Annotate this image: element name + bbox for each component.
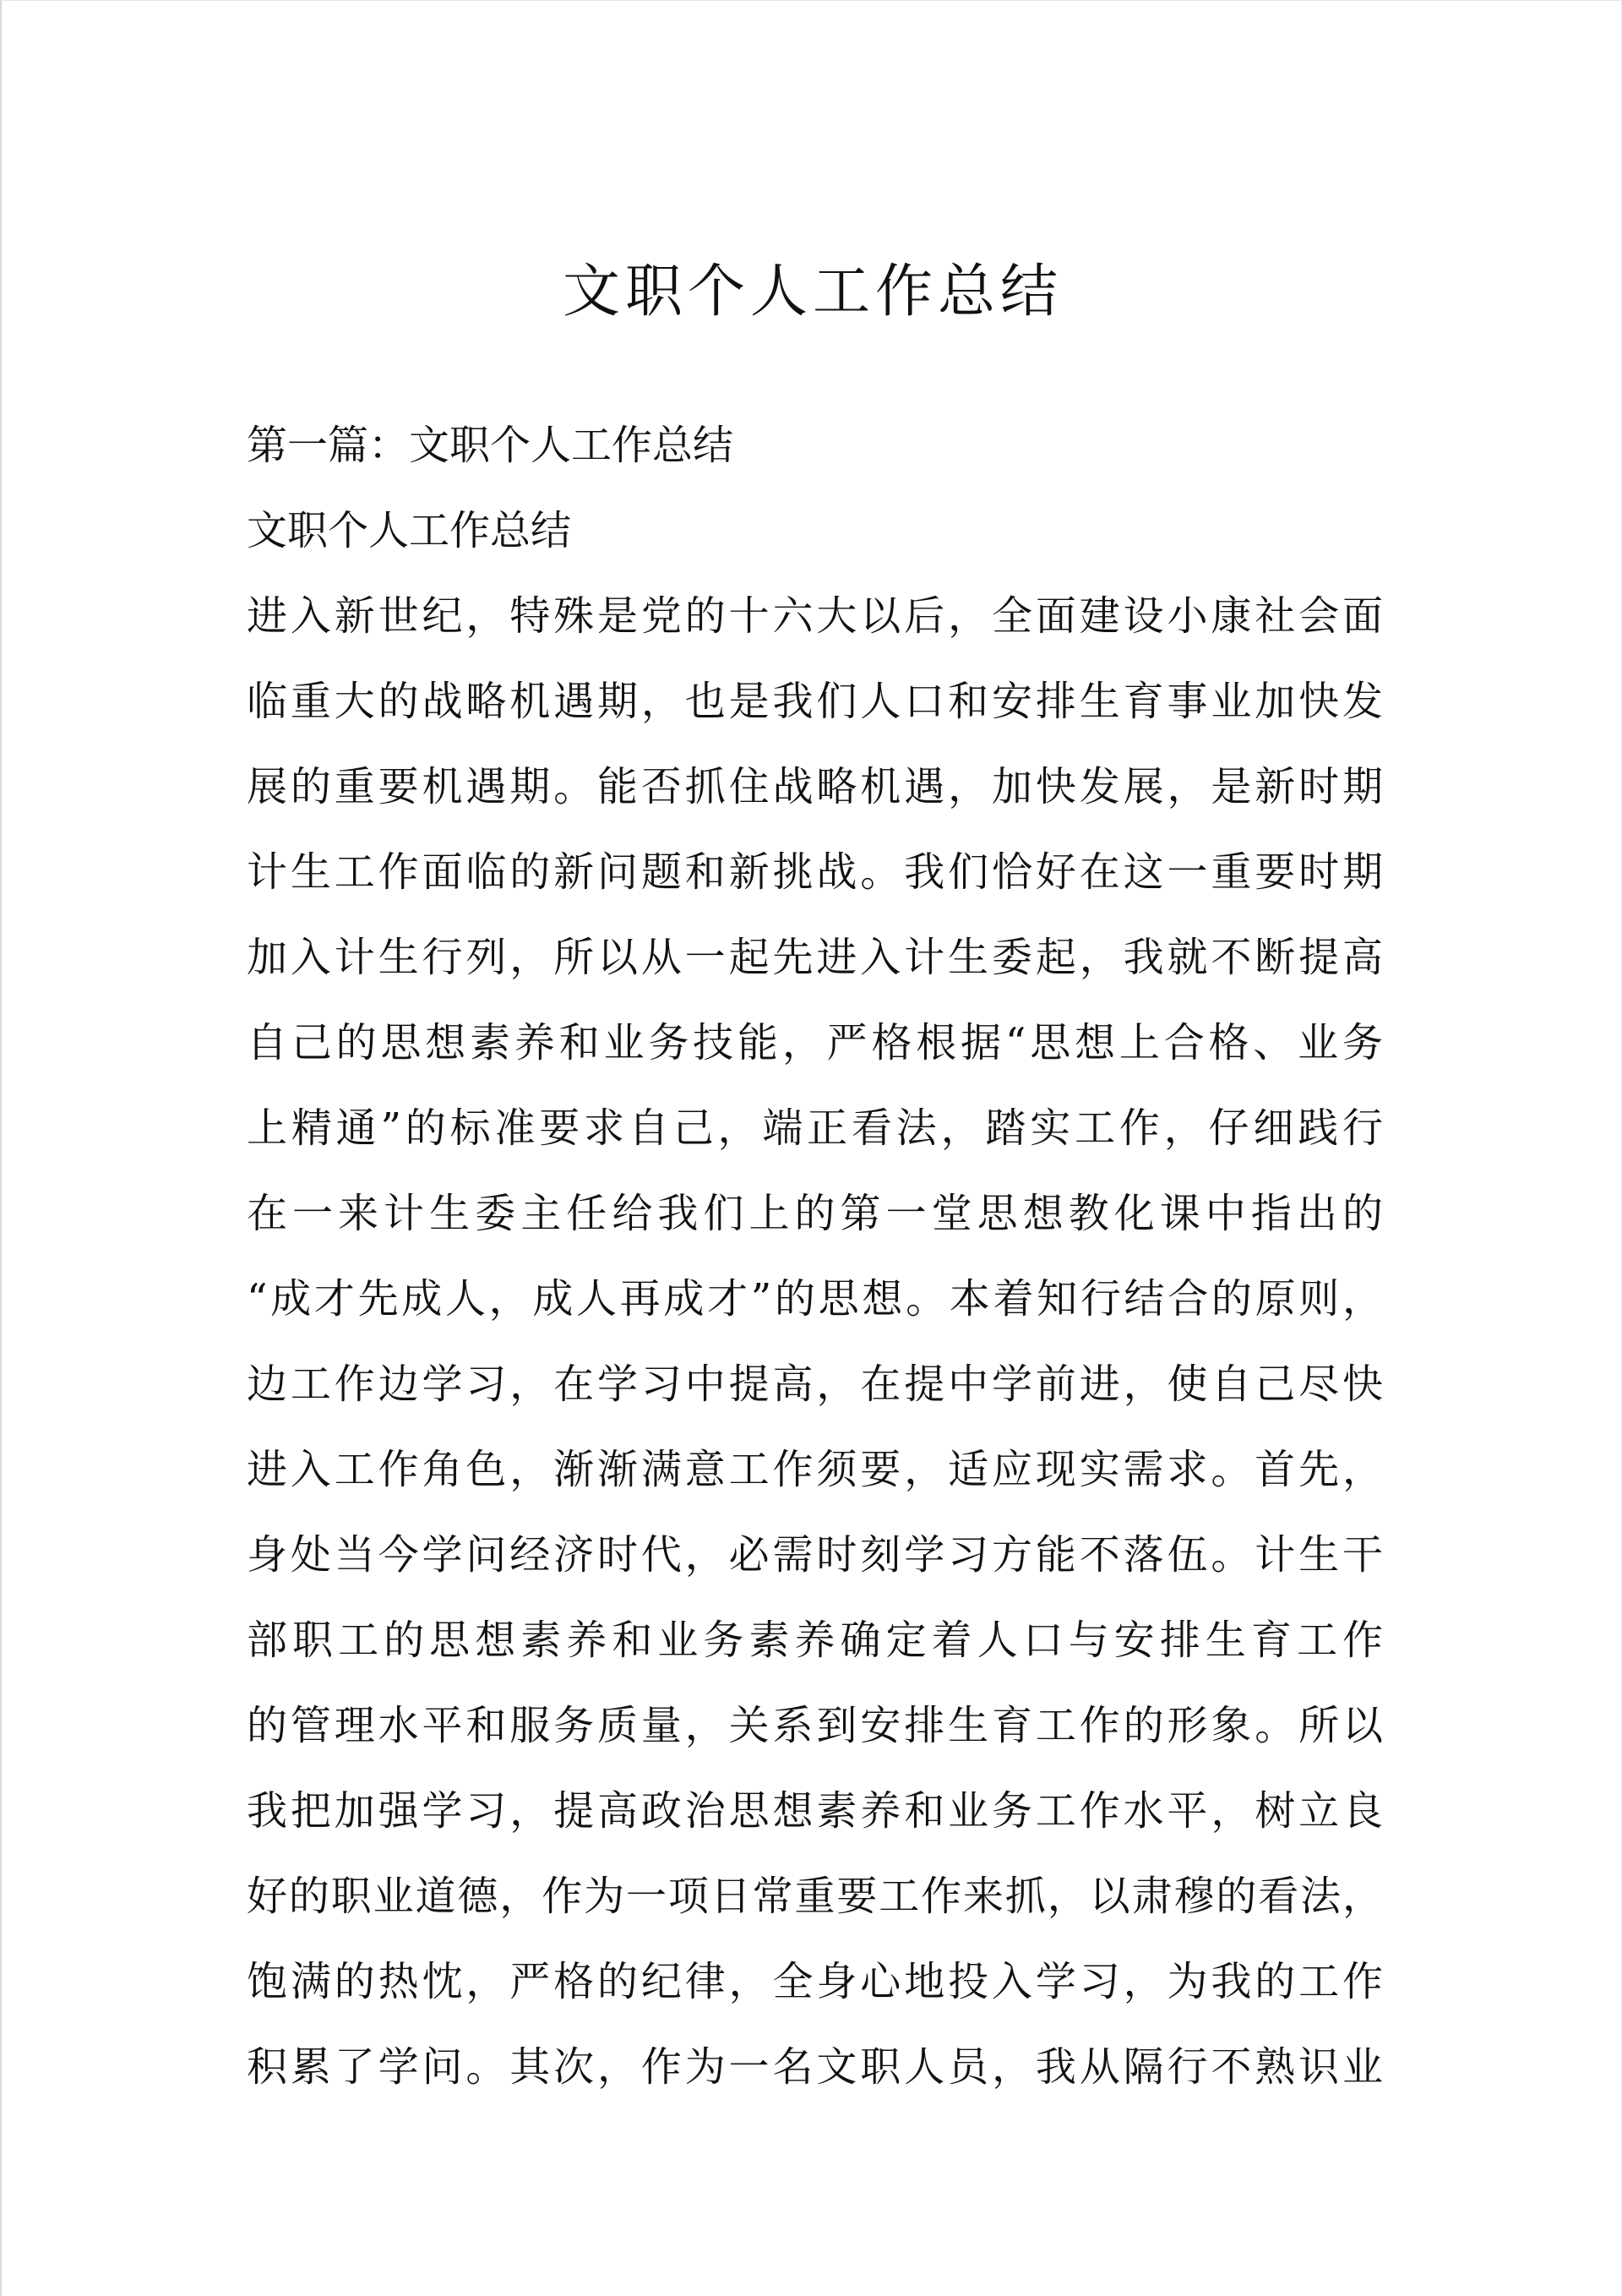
subheading: 文职个人工作总结 — [247, 507, 572, 554]
body-line: 积累了学问。其次，作为一名文职人员，我从隔行不熟识业 — [247, 2043, 1383, 2091]
body-line: 自己的思想素养和业务技能，严格根据“思想上合格、业务 — [247, 1019, 1383, 1066]
body-line: 展的重要机遇期。能否抓住战略机遇，加快发展，是新时期 — [247, 763, 1383, 810]
body-line: 在一来计生委主任给我们上的第一堂思想教化课中指出的 — [247, 1190, 1383, 1237]
document-title: 文职个人工作总结 — [562, 259, 1063, 325]
body-line: 上精通”的标准要求自己，端正看法，踏实工作，仔细践行 — [247, 1104, 1383, 1152]
body-line: 临重大的战略机遇期，也是我们人口和安排生育事业加快发 — [247, 678, 1383, 725]
body-line: 边工作边学习，在学习中提高，在提中学前进，使自己尽快 — [247, 1361, 1383, 1408]
body-line: 饱满的热忱，严格的纪律，全身心地投入学习，为我的工作 — [247, 1958, 1383, 2005]
body-line: 进入新世纪，特殊是党的十六大以后，全面建设小康社会面 — [247, 592, 1383, 640]
section-heading: 第一篇：文职个人工作总结 — [247, 422, 734, 469]
document-body — [247, 403, 1383, 2110]
body-line: 进入工作角色，渐渐满意工作须要，适应现实需求。首先， — [247, 1446, 1383, 1493]
body-line: 好的职业道德，作为一项日常重要工作来抓，以肃穆的看法， — [247, 1873, 1383, 1920]
body-line: “成才先成人，成人再成才”的思想。本着知行结合的原则， — [247, 1275, 1383, 1323]
body-line: 加入计生行列，所以从一起先进入计生委起，我就不断提高 — [247, 934, 1383, 981]
body-line: 部职工的思想素养和业务素养确定着人口与安排生育工作 — [247, 1617, 1383, 1664]
body-line: 的管理水平和服务质量，关系到安排生育工作的形象。所以 — [247, 1702, 1383, 1749]
body-line: 我把加强学习，提高政治思想素养和业务工作水平，树立良 — [247, 1787, 1383, 1835]
body-line: 身处当今学问经济时代，必需时刻学习方能不落伍。计生干 — [247, 1531, 1383, 1579]
body-line: 计生工作面临的新问题和新挑战。我们恰好在这一重要时期 — [247, 848, 1383, 896]
